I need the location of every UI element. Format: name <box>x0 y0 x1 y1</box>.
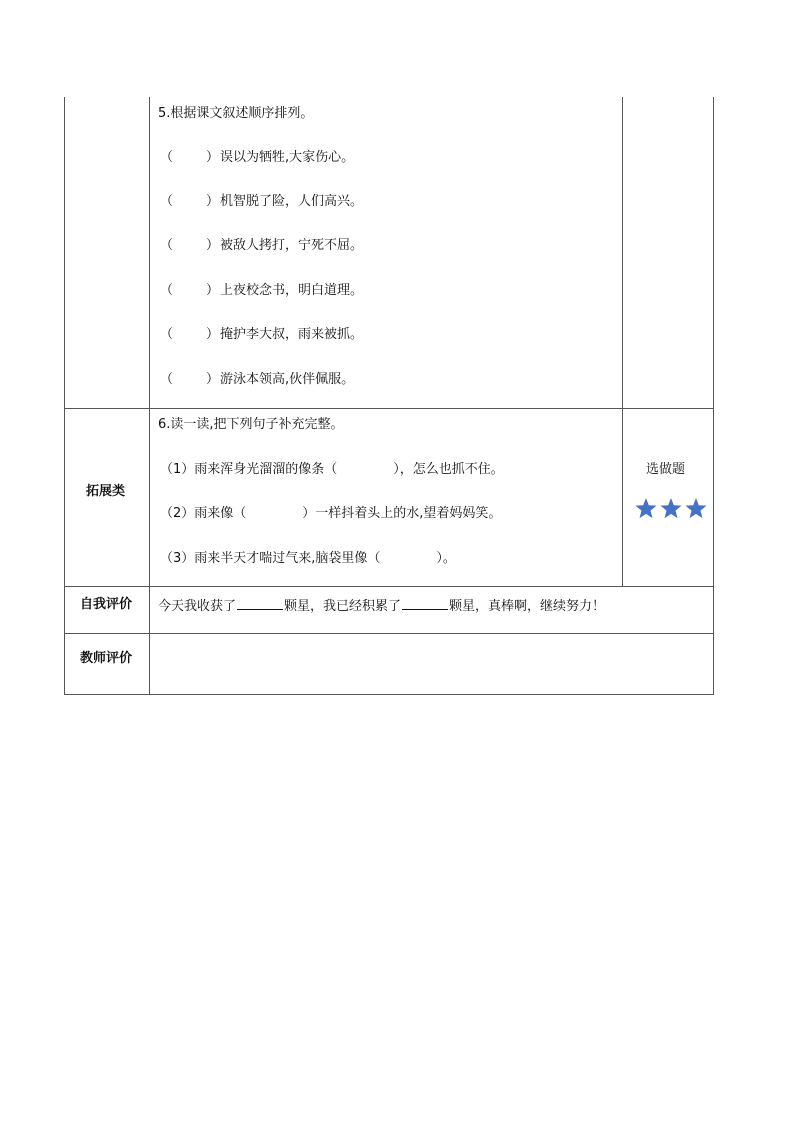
blank-open-paren: （ <box>160 283 174 298</box>
star-icon <box>661 498 682 518</box>
stars-total-blank[interactable] <box>402 597 448 610</box>
category-label: 拓展类 <box>86 484 126 499</box>
self-eval-label: 自我评价 <box>80 597 133 612</box>
order-item-text: 被敌人拷打，宁死不屈。 <box>220 238 364 253</box>
table-row-divider-2 <box>64 586 714 587</box>
table-row-divider-3 <box>64 633 714 634</box>
star-rating <box>634 496 710 522</box>
order-item <box>160 150 354 166</box>
sentence-after: ）一样抖着头上的水,望着妈妈笑。 <box>302 506 502 521</box>
order-item-text: 上夜校念书，明白道理。 <box>220 283 364 298</box>
blank-close-paren: ） <box>206 372 220 387</box>
order-item <box>160 372 354 388</box>
table-border-left <box>64 97 65 695</box>
teacher-eval-label: 教师评价 <box>80 651 133 666</box>
table-row-divider-1 <box>64 408 714 409</box>
blank-close-paren: ） <box>206 150 220 165</box>
blank-open-paren: （ <box>160 194 174 209</box>
self-eval-sentence <box>158 597 605 615</box>
self-eval-part2: 颗星，我已经积累了 <box>284 599 402 614</box>
fill-sentence <box>160 506 501 522</box>
sentence-before: （2）雨来像（ <box>160 506 247 521</box>
section5-heading: 5.根据课文叙述顺序排列。 <box>158 106 314 121</box>
star-icon <box>636 498 657 518</box>
blank-close-paren: ） <box>206 327 220 342</box>
fill-sentence <box>160 462 504 478</box>
optional-question-label: 选做题 <box>646 462 686 477</box>
sentence-before: （3）雨来半天才喘过气来,脑袋里像（ <box>160 551 381 566</box>
blank-open-paren: （ <box>160 150 174 165</box>
sentence-after: ）。 <box>436 551 456 566</box>
teacher-eval-field[interactable] <box>158 651 698 681</box>
self-eval-part3: 颗星，真棒啊，继续努力！ <box>449 599 606 614</box>
sentence-after: ），怎么也抓不住。 <box>393 462 504 477</box>
table-column-divider-2 <box>622 97 623 587</box>
order-item-text: 机智脱了险，人们高兴。 <box>220 194 364 209</box>
order-item <box>160 238 363 254</box>
order-item <box>160 194 363 210</box>
order-item <box>160 327 363 343</box>
blank-close-paren: ） <box>206 238 220 253</box>
blank-close-paren: ） <box>206 283 220 298</box>
blank-open-paren: （ <box>160 238 174 253</box>
order-item <box>160 283 363 299</box>
table-border-right <box>713 97 714 695</box>
fill-sentence <box>160 551 456 567</box>
blank-open-paren: （ <box>160 327 174 342</box>
stars-earned-blank[interactable] <box>237 597 283 610</box>
table-column-divider-1 <box>149 97 150 695</box>
sentence-before: （1）雨来浑身光溜溜的像条（ <box>160 462 338 477</box>
order-item-text: 游泳本领高,伙伴佩服。 <box>220 372 355 387</box>
star-icon <box>686 498 707 518</box>
table-border-bottom <box>64 694 714 695</box>
blank-close-paren: ） <box>206 194 220 209</box>
self-eval-part1: 今天我收获了 <box>158 599 237 614</box>
order-item-text: 掩护李大叔，雨来被抓。 <box>220 327 364 342</box>
order-item-text: 误以为牺牲,大家伤心。 <box>220 150 355 165</box>
blank-open-paren: （ <box>160 372 174 387</box>
section6-heading: 6.读一读,把下列句子补充完整。 <box>158 417 344 432</box>
